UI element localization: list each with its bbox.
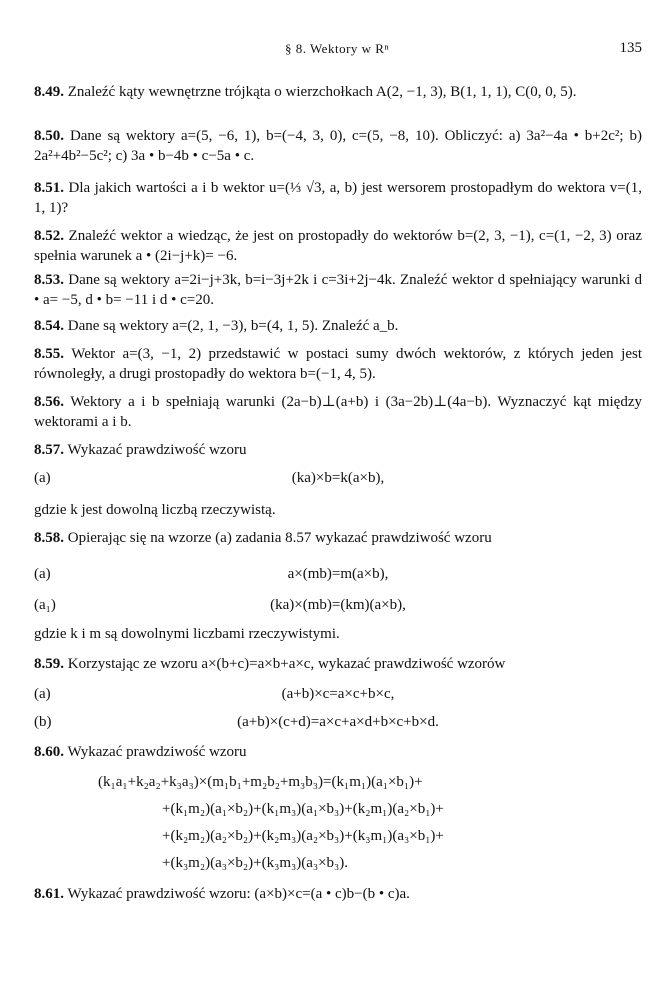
formula-expression: +(k₂m₂)(a₂×b₂)+(k₂m₃)(a₂×b₃)+(k₃m₁)(a₃×b₁)+ [162,828,444,844]
problem-8-57 [34,440,642,460]
problem-8-54 [34,316,642,336]
formula-expression: (k₁a₁+k₂a₂+k₃a₃)×(m₁b₁+m₂b₂+m₃b₃)=(k₁m₁)(a₁×b₁)+ [98,774,423,790]
problem-8-50 [34,126,642,166]
problem-number: 8.55. [34,346,64,362]
problem-number: 8.58. [34,530,64,546]
problem-number: 8.51. [34,180,64,196]
note-text: gdzie k i m są dowolnymi liczbami rzeczywistymi. [34,626,340,642]
problem-number: 8.56. [34,394,64,410]
note-text: gdzie k jest dowolną liczbą rzeczywistą. [34,502,276,518]
formula-8-60-line-2 [34,799,642,819]
problem-8-53 [34,270,642,310]
problem-8-49 [34,82,642,102]
page-number: 135 [619,40,642,56]
problem-text: Dla jakich wartości a i b wektor u=(⅓ √3, a, b) jest wersorem prostopadłym do wektora v=(1, 1, 1)? [34,180,642,216]
problem-8-56 [34,392,642,432]
problem-text: Wykazać prawdziwość wzoru: (a×b)×c=(a • c)b−(b • c)a. [67,886,410,902]
problem-text: Opierając się na wzorze (a) zadania 8.57 wykazać prawdziwość wzoru [67,530,492,546]
formula-8-59-a [34,684,642,704]
problem-number: 8.57. [34,442,64,458]
note-8-57 [34,500,642,520]
formula-8-60-line-4 [34,853,642,873]
problem-text: Dane są wektory a=(5, −6, 1), b=(−4, 3, 0), c=(5, −8, 10). Obliczyć: a) 3a²−4a • b+2c²; b) 2a²+4b²−5c²; c) 3a • b−4b • c−5a • c. [34,128,643,164]
formula-8-60-line-3 [34,826,642,846]
problem-number: 8.60. [34,744,64,760]
formula-8-58-a [34,564,642,584]
formula-label: (b) [34,714,52,730]
problem-number: 8.59. [34,656,64,672]
problem-8-60 [34,742,642,762]
problem-text: Dane są wektory a=(2, 1, −3), b=(4, 1, 5). Znaleźć a_b. [67,318,399,334]
formula-expression: +(k₃m₂)(a₃×b₂)+(k₃m₃)(a₃×b₃). [162,855,349,871]
formula-expression: a×(mb)=m(a×b), [287,566,389,582]
page-header [32,38,642,60]
problem-text: Wykazać prawdziwość wzoru [67,442,247,458]
formula-expression: (a+b)×c=a×c+b×c, [281,686,395,702]
problem-text: Znaleźć wektor a wiedząc, że jest on prostopadły do wektorów b=(2, 3, −1), c=(1, −2, 3) oraz spełnia warunek a • (2i−j+k)= −6. [34,228,642,264]
problem-8-51 [34,178,642,218]
formula-label: (a) [34,470,51,486]
formula-8-57-a [34,468,642,488]
problem-text: Dane są wektory a=2i−j+3k, b=i−3j+2k i c=3i+2j−4k. Znaleźć wektor d spełniający warunki d • a= −5, d • b= −11 i d • c=20. [34,272,643,308]
problem-number: 8.49. [34,84,64,100]
note-8-58 [34,624,642,644]
formula-8-60-line-1 [34,772,642,792]
section-title: § 8. Wektory w Rⁿ [284,41,390,56]
problem-number: 8.53. [34,272,64,288]
formula-expression: +(k₁m₂)(a₁×b₂)+(k₁m₃)(a₁×b₃)+(k₂m₁)(a₂×b₁)+ [162,801,444,817]
formula-8-58-a1 [34,595,642,615]
problem-text: Wektory a i b spełniają warunki (2a−b)⊥(a+b) i (3a−2b)⊥(4a−b). Wyznaczyć kąt między wektorami a i b. [34,394,642,430]
problem-number: 8.61. [34,886,64,902]
problem-8-59 [34,654,642,674]
problem-text: Korzystając ze wzoru a×(b+c)=a×b+a×c, wykazać prawdziwość wzorów [67,656,506,672]
problem-text: Wektor a=(3, −1, 2) przedstawić w postaci sumy dwóch wektorów, z których jeden jest równoległy, a drugi prostopadły do wektora b=(−1, 4, 5). [34,346,643,382]
formula-8-59-b [34,712,642,732]
problem-number: 8.50. [34,128,64,144]
formula-expression: (ka)×(mb)=(km)(a×b), [270,597,406,613]
problem-number: 8.52. [34,228,64,244]
problem-8-55 [34,344,642,384]
formula-expression: (a+b)×(c+d)=a×c+a×d+b×c+b×d. [237,714,439,730]
formula-label: (a) [34,566,51,582]
formula-label: (a₁) [34,597,56,613]
problem-text: Wykazać prawdziwość wzoru [67,744,247,760]
problem-8-58 [34,528,642,548]
problem-8-61 [34,884,642,904]
problem-8-52 [34,226,642,266]
formula-label: (a) [34,686,51,702]
problem-text: Znaleźć kąty wewnętrzne trójkąta o wierzchołkach A(2, −1, 3), B(1, 1, 1), C(0, 0, 5). [67,84,577,100]
problem-number: 8.54. [34,318,64,334]
formula-expression: (ka)×b=k(a×b), [291,470,385,486]
